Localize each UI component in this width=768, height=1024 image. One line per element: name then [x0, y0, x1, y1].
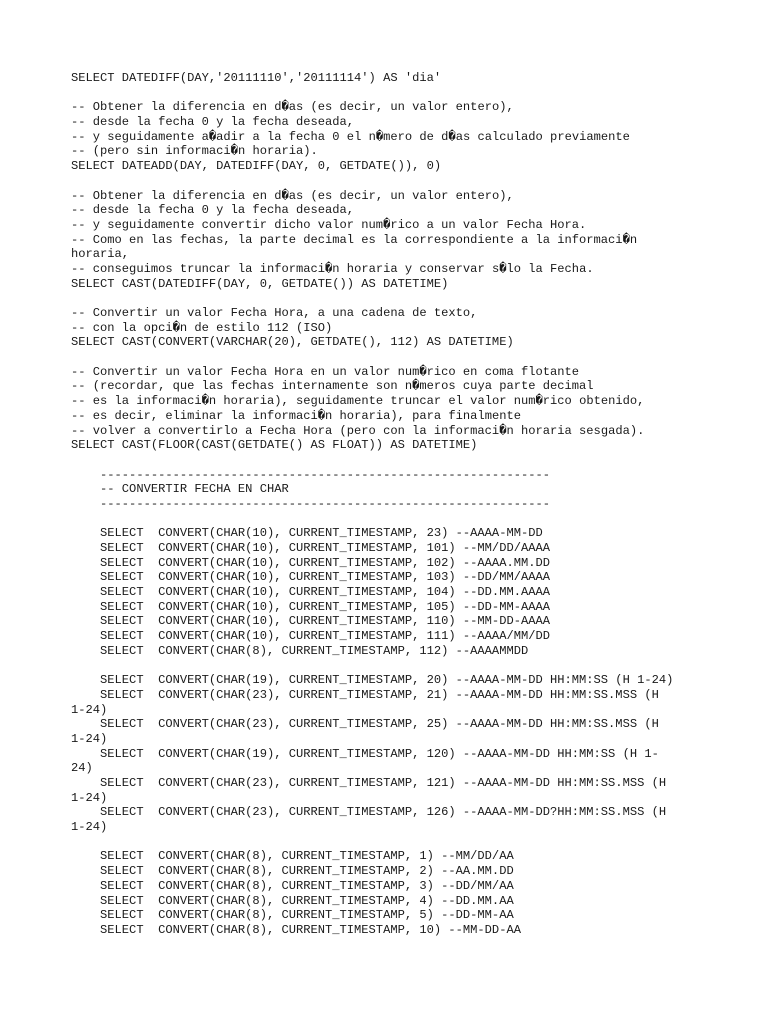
- code-line: -- es decir, eliminar la informaci�n horaria), para finalmente: [71, 408, 521, 423]
- code-line: -- Convertir un valor Fecha Hora en un valor num�rico en coma flotante: [71, 364, 580, 379]
- code-line: SELECT CONVERT(CHAR(8), CURRENT_TIMESTAMP, 1) --MM/DD/AA: [71, 849, 514, 864]
- code-line: -- Como en las fechas, la parte decimal es la correspondiente a la informaci�n: [71, 232, 638, 247]
- code-line: SELECT CONVERT(CHAR(10), CURRENT_TIMESTAMP, 111) --AAAA/MM/DD: [71, 629, 550, 644]
- code-line: --------------------------------------------------------------: [71, 467, 550, 482]
- code-line: 1-24): [71, 702, 108, 717]
- blank-line: [71, 512, 711, 527]
- code-line: SELECT CONVERT(CHAR(8), CURRENT_TIMESTAMP, 3) --DD/MM/AA: [71, 878, 514, 893]
- blank-line: [71, 453, 711, 468]
- code-line: SELECT CONVERT(CHAR(23), CURRENT_TIMESTAMP, 121) --AAAA-MM-DD HH:MM:SS.MSS (H: [71, 776, 667, 790]
- code-line: SELECT CONVERT(CHAR(19), CURRENT_TIMESTAMP, 120) --AAAA-MM-DD HH:MM:SS (H 1-: [71, 746, 659, 761]
- code-line: -- Obtener la diferencia en d�as (es decir, un valor entero),: [71, 188, 514, 203]
- code-line: SELECT CONVERT(CHAR(19), CURRENT_TIMESTAMP, 20) --AAAA-MM-DD HH:MM:SS (H 1-24): [71, 673, 674, 688]
- code-line: SELECT DATEDIFF(DAY,'20111110','20111114') AS 'dia': [71, 71, 442, 85]
- code-line: -- volver a convertirlo a Fecha Hora (pero con la informaci�n horaria sesgada).: [71, 423, 645, 438]
- blank-line: [71, 350, 711, 365]
- code-line: -- CONVERTIR FECHA EN CHAR: [71, 482, 289, 497]
- code-line: -- conseguimos truncar la informaci�n horaria y conservar s�lo la Fecha.: [71, 261, 594, 276]
- code-line: -- es la informaci�n horaria), seguidamente truncar el valor num�rico obtenido,: [71, 394, 645, 409]
- code-line: SELECT CONVERT(CHAR(23), CURRENT_TIMESTAMP, 126) --AAAA-MM-DD?HH:MM:SS.MSS (H: [71, 805, 667, 820]
- code-line: -- (pero sin informaci�n horaria).: [71, 144, 318, 159]
- code-line: SELECT CONVERT(CHAR(8), CURRENT_TIMESTAMP, 2) --AA.MM.DD: [71, 864, 514, 879]
- code-line: SELECT CONVERT(CHAR(10), CURRENT_TIMESTAMP, 105) --DD-MM-AAAA: [71, 599, 550, 614]
- code-line: SELECT CONVERT(CHAR(10), CURRENT_TIMESTAMP, 104) --DD.MM.AAAA: [71, 585, 550, 600]
- code-line: 1-24): [71, 820, 108, 835]
- code-line: SELECT DATEADD(DAY, DATEDIFF(DAY, 0, GETDATE()), 0): [71, 159, 442, 174]
- blank-line: [71, 835, 711, 850]
- code-line: --------------------------------------------------------------: [71, 496, 550, 511]
- code-line: -- Obtener la diferencia en d�as (es decir, un valor entero),: [71, 100, 514, 115]
- code-line: SELECT CAST(CONVERT(VARCHAR(20), GETDATE(), 112) AS DATETIME): [71, 335, 514, 350]
- blank-line: [71, 291, 711, 306]
- blank-line: [71, 659, 711, 674]
- code-line: 1-24): [71, 790, 108, 805]
- code-line: -- desde la fecha 0 y la fecha deseada,: [71, 115, 355, 130]
- sql-code-block: [71, 71, 711, 938]
- code-line: -- y seguidamente a�adir a la fecha 0 el n�mero de d�as calculado previamente: [71, 129, 630, 144]
- code-line: 1-24): [71, 731, 108, 746]
- code-line: SELECT CONVERT(CHAR(10), CURRENT_TIMESTAMP, 101) --MM/DD/AAAA: [71, 541, 550, 555]
- code-line: SELECT CONVERT(CHAR(8), CURRENT_TIMESTAMP, 112) --AAAAMMDD: [71, 643, 529, 658]
- blank-line: [71, 174, 711, 189]
- code-line: -- (recordar, que las fechas internamente son n�meros cuya parte decimal: [71, 379, 594, 394]
- code-line: SELECT CONVERT(CHAR(10), CURRENT_TIMESTAMP, 102) --AAAA.MM.DD: [71, 555, 550, 570]
- code-line: SELECT CONVERT(CHAR(10), CURRENT_TIMESTAMP, 103) --DD/MM/AAAA: [71, 570, 550, 585]
- code-line: SELECT CONVERT(CHAR(23), CURRENT_TIMESTAMP, 21) --AAAA-MM-DD HH:MM:SS.MSS (H: [71, 687, 659, 702]
- code-line: 24): [71, 761, 93, 776]
- code-line: SELECT CONVERT(CHAR(8), CURRENT_TIMESTAMP, 4) --DD.MM.AA: [71, 893, 514, 908]
- code-line: horaria,: [71, 247, 130, 262]
- code-line: -- Convertir un valor Fecha Hora, a una cadena de texto,: [71, 306, 478, 320]
- code-line: SELECT CAST(DATEDIFF(DAY, 0, GETDATE()) AS DATETIME): [71, 276, 449, 291]
- code-line: -- y seguidamente convertir dicho valor num�rico a un valor Fecha Hora.: [71, 217, 587, 232]
- code-line: -- desde la fecha 0 y la fecha deseada,: [71, 203, 355, 218]
- blank-line: [71, 86, 711, 101]
- code-line: -- con la opci�n de estilo 112 (ISO): [71, 320, 333, 335]
- code-line: SELECT CONVERT(CHAR(10), CURRENT_TIMESTAMP, 23) --AAAA-MM-DD: [71, 526, 543, 541]
- code-line: SELECT CAST(FLOOR(CAST(GETDATE() AS FLOAT)) AS DATETIME): [71, 438, 478, 453]
- code-line: SELECT CONVERT(CHAR(8), CURRENT_TIMESTAMP, 10) --MM-DD-AA: [71, 922, 521, 937]
- code-line: SELECT CONVERT(CHAR(10), CURRENT_TIMESTAMP, 110) --MM-DD-AAAA: [71, 614, 550, 629]
- code-line: SELECT CONVERT(CHAR(23), CURRENT_TIMESTAMP, 25) --AAAA-MM-DD HH:MM:SS.MSS (H: [71, 717, 659, 732]
- code-line: SELECT CONVERT(CHAR(8), CURRENT_TIMESTAMP, 5) --DD-MM-AA: [71, 908, 514, 923]
